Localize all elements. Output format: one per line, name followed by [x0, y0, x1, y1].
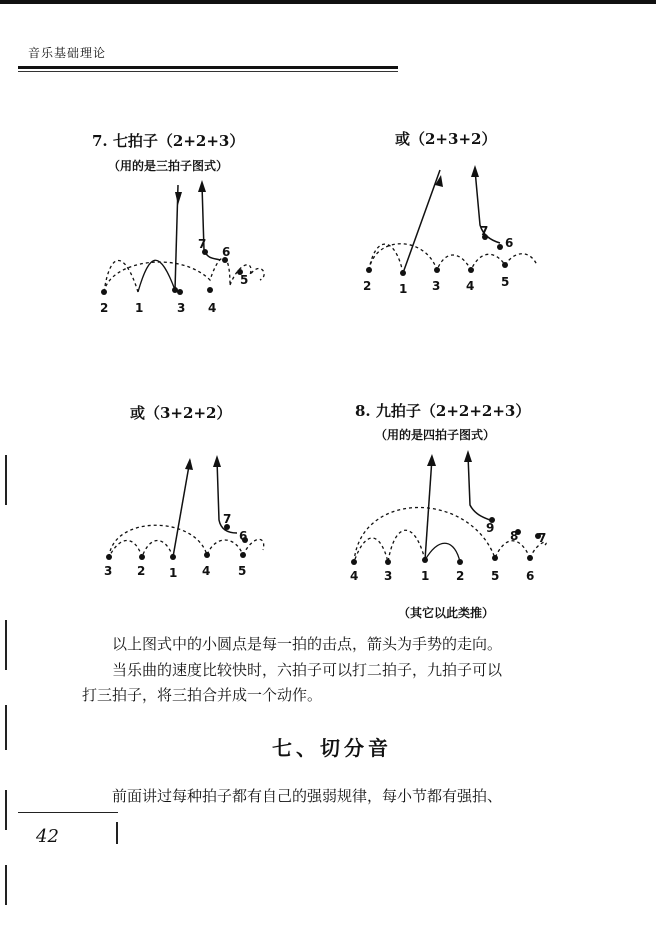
- beat-label: 6: [239, 529, 248, 543]
- scan-edge-mark: [5, 455, 7, 505]
- beat-path-dashed: [104, 258, 230, 292]
- beat-label: 3: [432, 279, 441, 293]
- beat-dot: [170, 554, 176, 560]
- beat-label: 4: [350, 569, 359, 583]
- figure-title-seven-c: 或（3+2+2）: [130, 404, 232, 422]
- beat-label: 1: [169, 566, 178, 580]
- beat-label: 3: [104, 564, 113, 578]
- beat-path-dashed: [369, 244, 403, 273]
- running-header: 音乐基础理论: [28, 46, 107, 60]
- beat-label: 2: [363, 279, 372, 293]
- beat-label: 9: [486, 521, 495, 535]
- beat-label: 4: [208, 301, 217, 315]
- beat-path-dashed: [505, 254, 537, 265]
- beat-dot: [434, 267, 440, 273]
- scan-edge-mark: [5, 790, 7, 830]
- beat-dot: [177, 289, 183, 295]
- beat-dot: [527, 555, 533, 561]
- paragraph-explanation: 以上图式中的小圆点是每一拍的击点，箭头为手势的走向。: [112, 635, 503, 653]
- beat-path: [425, 543, 460, 562]
- beat-label: 4: [466, 279, 475, 293]
- arrow-head: [471, 165, 479, 177]
- conducting-diagram-seven-a: [90, 180, 280, 320]
- scan-edge-mark: [5, 705, 7, 750]
- conducting-diagram-nine: [340, 450, 570, 585]
- beat-label: 2: [137, 564, 146, 578]
- beat-dot: [101, 289, 107, 295]
- header-rule: [18, 66, 398, 69]
- arrow-head: [464, 450, 472, 462]
- arrow-head: [213, 455, 221, 467]
- beat-label: 3: [384, 569, 393, 583]
- beat-label: 8: [510, 529, 519, 543]
- beat-label: 3: [177, 301, 186, 315]
- beat-path-dashed: [354, 530, 425, 562]
- beat-label: 6: [222, 245, 231, 259]
- footer-tick: [116, 822, 118, 844]
- beat-dot: [351, 559, 357, 565]
- beat-label: 6: [505, 236, 514, 250]
- arrow-head: [175, 192, 182, 205]
- beat-path-dashed: [104, 261, 138, 293]
- beat-dot: [240, 552, 246, 558]
- beat-dot: [468, 267, 474, 273]
- figure-title-seven-a: 7. 七拍子（2+2+3）: [92, 132, 245, 150]
- beat-dot: [106, 554, 112, 560]
- beat-label: 2: [100, 301, 109, 315]
- beat-dot: [502, 262, 508, 268]
- beat-label: 7: [480, 224, 489, 238]
- footer-rule: [18, 812, 118, 813]
- beat-label: 1: [399, 282, 408, 296]
- downbeat-arrow-line: [425, 458, 432, 560]
- beat-label: 5: [240, 273, 249, 287]
- beat-path-dashed: [369, 244, 505, 270]
- beat-label: 5: [501, 275, 510, 289]
- beat-label: 1: [421, 569, 430, 583]
- beat-dot: [139, 554, 145, 560]
- beat-dot: [497, 244, 503, 250]
- beat-label: 7: [223, 512, 232, 526]
- beat-label: 5: [491, 569, 500, 583]
- figure-note-nine: （其它以此类推）: [398, 606, 495, 620]
- header-rule-thin: [18, 71, 398, 72]
- downbeat-arrow-line: [403, 170, 440, 273]
- page-number: 42: [36, 826, 59, 847]
- arrow-head: [427, 454, 436, 466]
- conducting-diagram-seven-c: [95, 455, 285, 580]
- paragraph-tempo-line2: 打三拍子，将三拍合并成一个动作。: [82, 686, 323, 704]
- upbeat-line: [468, 455, 490, 520]
- beat-dot: [385, 559, 391, 565]
- paragraph-syncopation: 前面讲过每种拍子都有自己的强弱规律，每小节都有强拍、: [112, 787, 503, 805]
- beat-dot: [400, 270, 406, 276]
- paragraph-tempo-line1: 当乐曲的速度比较快时，六拍子可以打二拍子，九拍子可以: [112, 661, 503, 679]
- figure-subtitle-seven-a: （用的是三拍子图式）: [108, 159, 229, 173]
- scan-edge-mark: [5, 620, 7, 670]
- beat-dot: [366, 267, 372, 273]
- figure-subtitle-nine: （用的是四拍子图式）: [375, 428, 496, 442]
- conducting-diagram-seven-b: [355, 165, 555, 300]
- beat-dot: [422, 557, 428, 563]
- beat-path-dashed: [354, 507, 530, 562]
- arrow-head: [185, 458, 193, 470]
- beat-dot: [207, 287, 213, 293]
- scan-edge-mark: [5, 865, 7, 905]
- beat-dot: [457, 559, 463, 565]
- beat-path: [138, 260, 175, 292]
- section-heading: 七、切分音: [272, 736, 392, 760]
- arrow-head: [198, 180, 206, 192]
- beat-label: 4: [202, 564, 211, 578]
- top-border-rule: [0, 0, 656, 4]
- beat-label: 2: [456, 569, 465, 583]
- beat-dot: [492, 555, 498, 561]
- beat-label: 1: [135, 301, 144, 315]
- beat-label: 7: [538, 531, 547, 545]
- beat-label: 6: [526, 569, 535, 583]
- figure-title-nine: 8. 九拍子（2+2+2+3）: [355, 402, 531, 420]
- beat-label: 5: [238, 564, 247, 578]
- beat-dot: [204, 552, 210, 558]
- beat-label: 7: [198, 237, 207, 251]
- figure-title-seven-b: 或（2+3+2）: [395, 130, 497, 148]
- downbeat-arrow-line: [173, 460, 190, 557]
